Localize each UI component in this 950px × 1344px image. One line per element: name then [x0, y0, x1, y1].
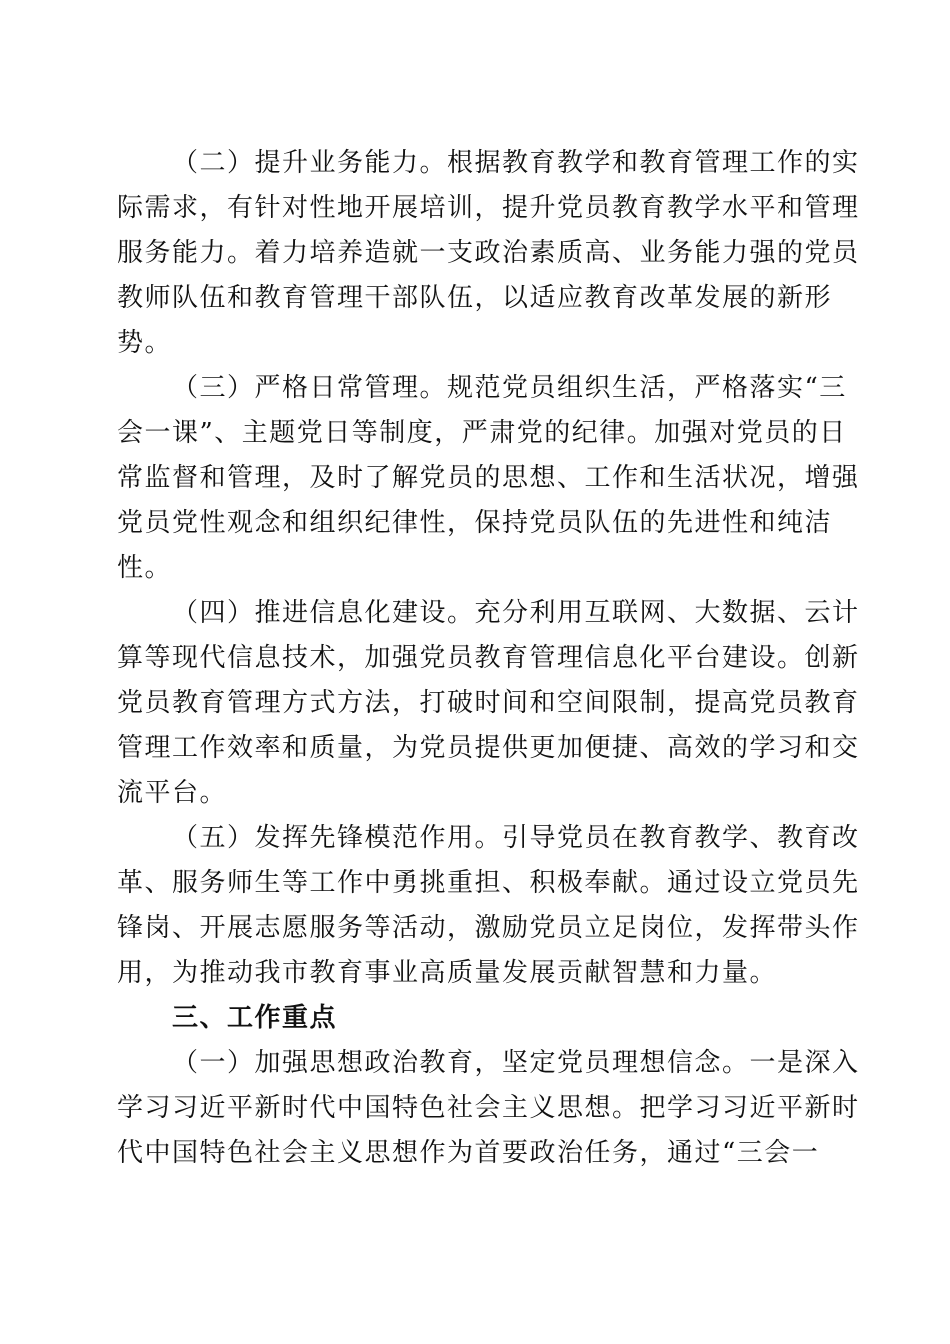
paragraph-4-line-1: （四）推进信息化建设。充分利用互联网、大数据、云计: [172, 598, 860, 628]
paragraph-4-line-2: 算等现代信息技术，加强党员教育管理信息化平台建设。创新: [117, 643, 860, 673]
paragraph-5-line-4: 用，为推动我市教育事业高质量发展贡献智慧和力量。: [117, 958, 778, 988]
paragraph-3-line-2: 会一课”、主题党日等制度，严肃党的纪律。加强对党员的日: [117, 418, 847, 448]
paragraph-2-line-1: （二）提升业务能力。根据教育教学和教育管理工作的实: [172, 148, 860, 178]
paragraph-5-line-1: （五）发挥先锋模范作用。引导党员在教育教学、教育改: [172, 823, 860, 853]
section-heading-work-focus: 三、工作重点: [172, 1003, 338, 1033]
paragraph-2-line-5: 势。: [117, 328, 173, 358]
paragraph-6-line-2: 学习习近平新时代中国特色社会主义思想。把学习习近平新时: [117, 1093, 860, 1123]
paragraph-5-line-2: 革、服务师生等工作中勇挑重担、积极奉献。通过设立党员先: [117, 868, 860, 898]
paragraph-3-line-1: （三）严格日常管理。规范党员组织生活，严格落实“三: [172, 373, 847, 403]
paragraph-4-line-3: 党员教育管理方式方法，打破时间和空间限制，提高党员教育: [117, 688, 860, 718]
paragraph-6-line-3: 代中国特色社会主义思想作为首要政治任务，通过“三会一: [117, 1138, 820, 1168]
paragraph-4-line-4: 管理工作效率和质量，为党员提供更加便捷、高效的学习和交: [117, 733, 860, 763]
paragraph-3-line-4: 党员党性观念和组织纪律性，保持党员队伍的先进性和纯洁: [117, 508, 833, 538]
paragraph-6-line-1: （一）加强思想政治教育，坚定党员理想信念。一是深入: [172, 1048, 860, 1078]
paragraph-2-line-3: 服务能力。着力培养造就一支政治素质高、业务能力强的党员: [117, 238, 860, 268]
paragraph-3-line-5: 性。: [117, 553, 173, 583]
paragraph-4-line-5: 流平台。: [117, 778, 228, 808]
paragraph-3-line-3: 常监督和管理，及时了解党员的思想、工作和生活状况，增强: [117, 463, 860, 493]
paragraph-5-line-3: 锋岗、开展志愿服务等活动，激励党员立足岗位，发挥带头作: [117, 913, 860, 943]
paragraph-2-line-4: 教师队伍和教育管理干部队伍，以适应教育改革发展的新形: [117, 283, 833, 313]
paragraph-2-line-2: 际需求，有针对性地开展培训，提升党员教育教学水平和管理: [117, 193, 860, 223]
